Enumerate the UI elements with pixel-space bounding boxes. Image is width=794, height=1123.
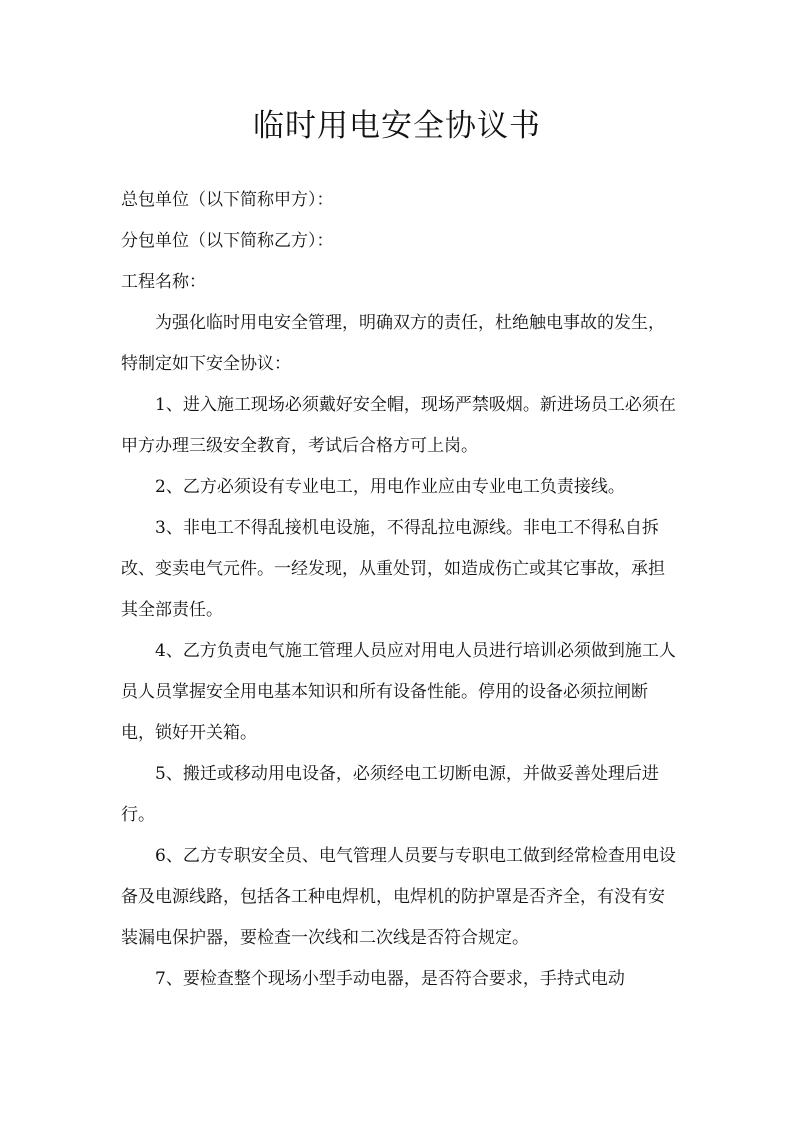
project-name-field: 工程名称： (121, 272, 206, 292)
agreement-item-4: 4、乙方负责电气施工管理人员应对用电人员进行培训必须做到施工人员人员掌握安全用电基本知识和所有设备性能。停用的设备必须拉闸断电，锁好开关箱。 (121, 641, 676, 743)
agreement-item-3: 3、非电工不得乱接机电设施，不得乱拉电源线。非电工不得私自拆改、变卖电气元件。一经发现，从重处罚，如造成伤亡或其它事故，承担其全部责任。 (121, 518, 665, 620)
agreement-intro: 为强化临时用电安全管理，明确双方的责任，杜绝触电事故的发生，特制定如下安全协议： (121, 313, 665, 374)
agreement-item-2: 2、乙方必须设有专业电工，用电作业应由专业电工负责接线。 (155, 477, 625, 497)
document-title: 临时用电安全协议书 (253, 108, 541, 144)
subcontractor-field: 分包单位（以下简称乙方）： (121, 231, 334, 251)
agreement-item-5: 5、搬迁或移动用电设备，必须经电工切断电源，并做妥善处理后进行。 (121, 764, 659, 825)
agreement-item-1: 1、进入施工现场必须戴好安全帽，现场严禁吸烟。新进场员工必须在甲方办理三级安全教育，考试后合格方可上岗。 (121, 395, 676, 456)
document-body (121, 180, 681, 1000)
general-contractor-field: 总包单位（以下简称甲方）： (121, 190, 334, 210)
agreement-item-7: 7、要检查整个现场小型手动电器，是否符合要求，手持式电动 (155, 969, 625, 989)
agreement-item-6: 6、乙方专职安全员、电气管理人员要与专职电工做到经常检查用电设备及电源线路，包括各工种电焊机，电焊机的防护罩是否齐全，有没有安装漏电保护器，要检查一次线和二次线是否符合规定。 (121, 846, 676, 948)
